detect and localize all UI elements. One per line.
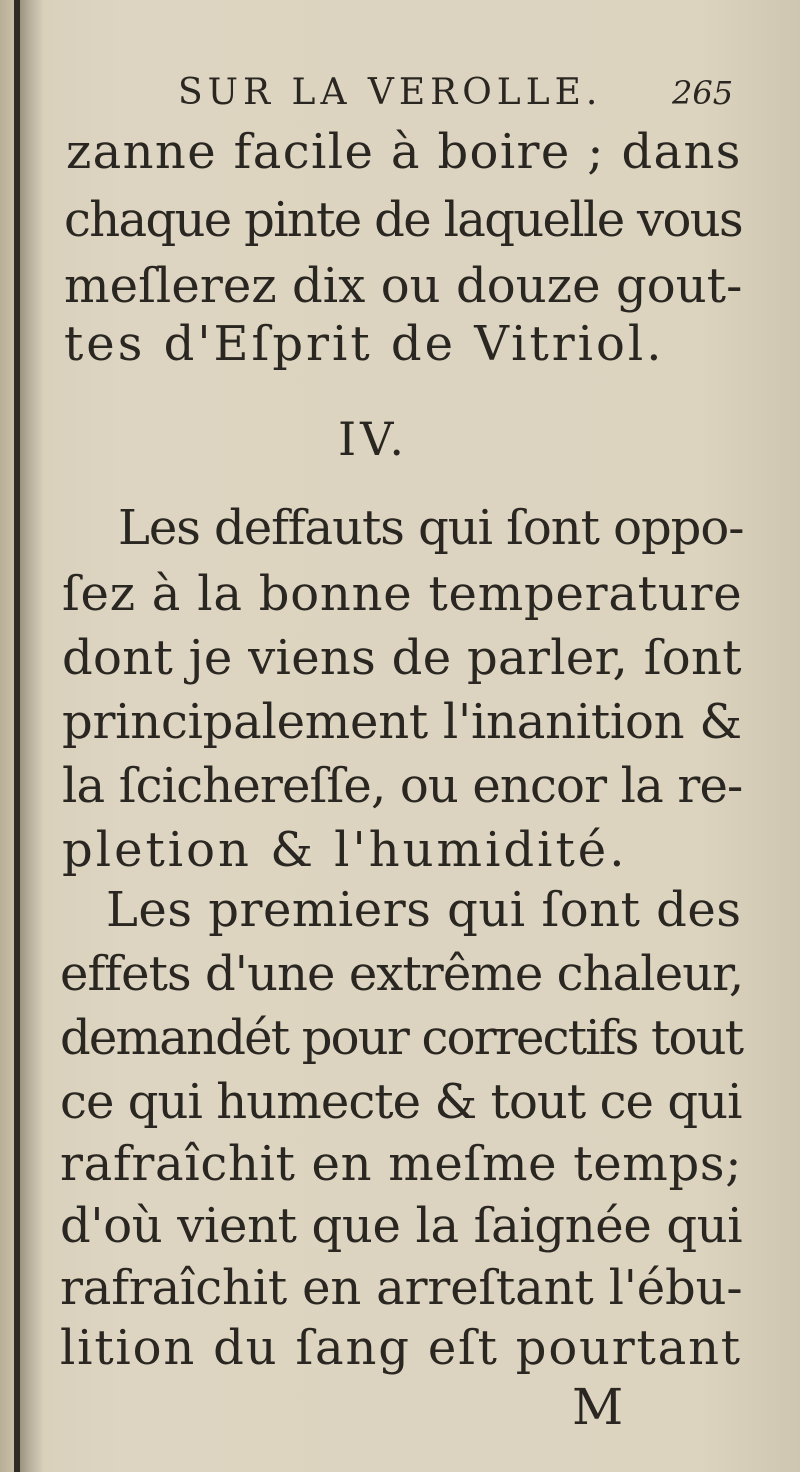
text-line: dont je viens de parler, ſont [62, 630, 742, 686]
section-number: IV. [338, 412, 408, 466]
text-line: pletion & l'humidité. [62, 822, 628, 878]
text-line: la ſcichereſſe, ou encor la re- [62, 758, 743, 814]
text-line: principalement l'inanition & [62, 694, 742, 750]
text-line: zanne facile à boire ; dans [66, 124, 742, 180]
page-number: 265 [672, 74, 734, 112]
text-line: chaque pinte de laquelle vous [64, 192, 743, 248]
text-line: meſlerez dix ou douze gout- [64, 258, 743, 314]
text-line: lition du ſang eſt pourtant [60, 1320, 742, 1376]
paragraph-first-line: Les premiers qui ſont des [106, 882, 742, 938]
text-line: demandét pour correctifs tout [60, 1010, 743, 1066]
running-head: SUR LA VEROLLE. [178, 72, 603, 113]
gutter-shadow [20, 0, 44, 1472]
text-line: effets d'une extrême chaleur, [60, 946, 744, 1002]
catchword: M [572, 1378, 624, 1436]
text-line: ce qui humecte & tout ce qui [60, 1074, 742, 1130]
text-line: ſez à la bonne temperature [62, 566, 743, 622]
paragraph-first-line: Les deffauts qui ſont oppo- [118, 500, 744, 556]
text-line: tes d'Eſprit de Vitriol. [64, 316, 665, 372]
text-line: rafraîchit en meſme temps; [60, 1136, 743, 1192]
text-line: rafraîchit en arreſtant l'ébu- [60, 1260, 743, 1316]
text-line: d'où vient que la ſaignée qui [60, 1198, 743, 1254]
